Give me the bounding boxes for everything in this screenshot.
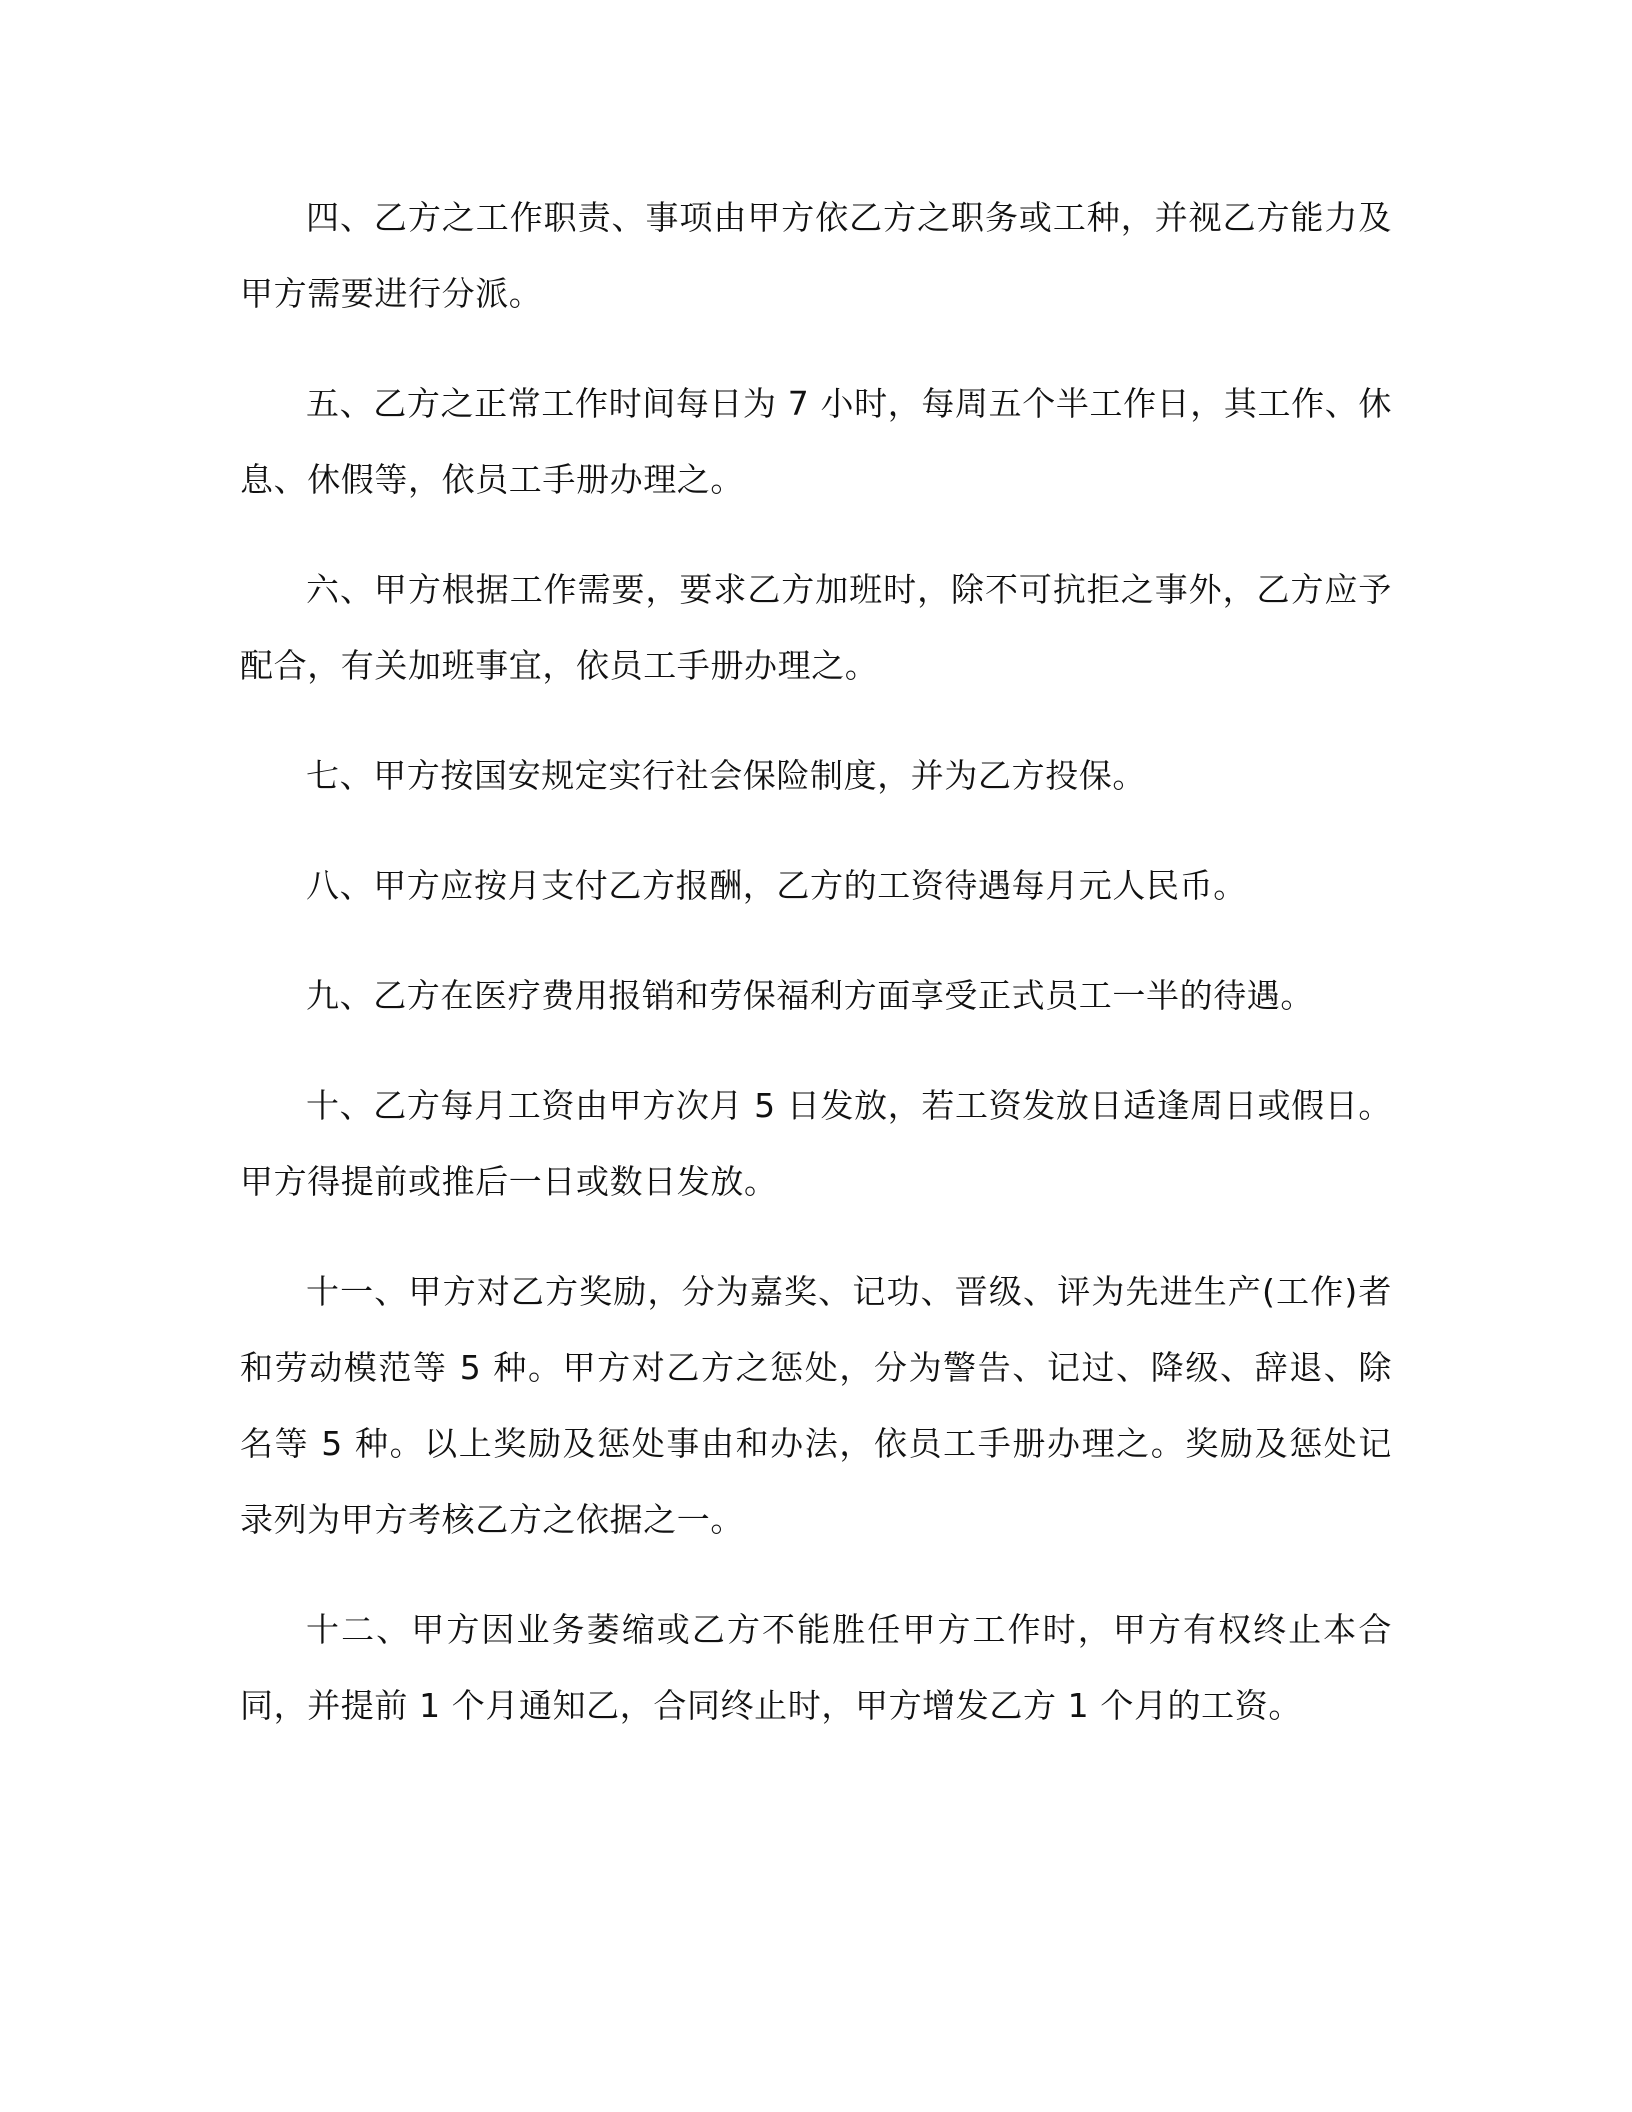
- clause-5: 五、乙方之正常工作时间每日为 7 小时，每周五个半工作日，其工作、休息、休假等，依员工手册办理之。: [240, 384, 1392, 499]
- clause-7: 七、甲方按国安规定实行社会保险制度，并为乙方投保。: [306, 756, 1146, 795]
- clause-9: 九、乙方在医疗费用报销和劳保福利方面享受正式员工一半的待遇。: [306, 976, 1314, 1015]
- clause-10: 十、乙方每月工资由甲方次月 5 日发放，若工资发放日适逢周日或假日。甲方得提前或推后一日或数日发放。: [240, 1086, 1392, 1201]
- clause-12: 十二、甲方因业务萎缩或乙方不能胜任甲方工作时，甲方有权终止本合同，并提前 1 个月通知乙，合同终止时，甲方增发乙方 1 个月的工资。: [240, 1610, 1392, 1725]
- clause-4: 四、乙方之工作职责、事项由甲方依乙方之职务或工种，并视乙方能力及甲方需要进行分派。: [240, 198, 1392, 313]
- clause-8: 八、甲方应按月支付乙方报酬，乙方的工资待遇每月元人民币。: [306, 866, 1247, 905]
- clause-11: 十一、甲方对乙方奖励，分为嘉奖、记功、晋级、评为先进生产(工作)者和劳动模范等 5 种。甲方对乙方之惩处，分为警告、记过、降级、辞退、除名等 5 种。以上奖励及惩处事由和办法，依员工手册办理之。奖励及惩处记录列为甲方考核乙方之依据之一。: [240, 1272, 1392, 1539]
- clause-6: 六、甲方根据工作需要，要求乙方加班时，除不可抗拒之事外，乙方应予配合，有关加班事宜，依员工手册办理之。: [240, 570, 1392, 685]
